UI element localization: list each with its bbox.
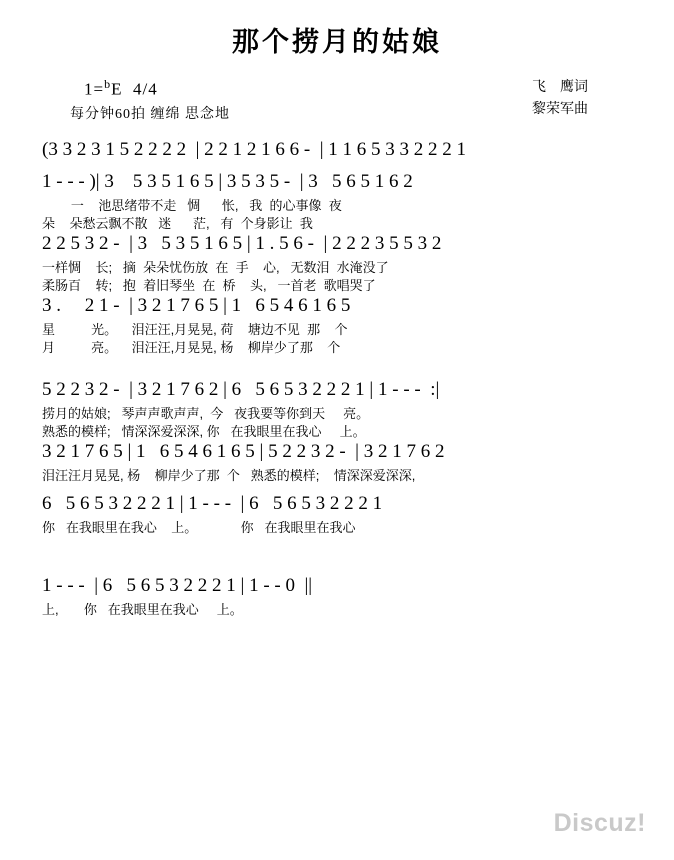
lyric-line-2: 柔肠百 转; 抱 着旧琴坐 在 桥 头, 一首老 歌唱哭了 [42,278,376,293]
staff-row-7 [42,493,632,545]
lyric-line-2: 月 亮。 泪汪汪,月晃晃, 杨 柳岸少了那 个 [42,340,341,355]
note-line: 3 2 1 7 6 5 | 1 6 5 4 6 1 6 5 | 5 2 2 3 2 - | 3 2 1 7 6 2 [42,441,445,462]
lyric-line-1: 星 光。 泪汪汪,月晃晃, 荷 塘边不见 那 个 [42,322,348,337]
note-line: (3 3 2 3 1 5 2 2 2 2 | 2 2 1 2 1 6 6 - | 1 1 6 5 3 3 2 2 2 1 [42,139,467,160]
key-accidental: b [104,77,112,91]
lyric-line-2: 熟悉的模样; 情深深爱深深, 你 在我眼里在我心 上。 [42,424,366,439]
staff-row-3 [42,233,632,295]
page-title: 那个捞月的姑娘 [232,27,442,57]
staff-row-6 [42,441,632,493]
system-2 [42,375,632,545]
system-3 [42,571,632,627]
note-line: 5 2 2 3 2 - | 3 2 1 7 6 2 | 6 5 6 5 3 2 2 2 1 | 1 - - - :| [42,379,440,400]
composer: 黎荣军曲 [532,102,588,117]
credits [532,77,588,121]
key-signature [84,77,158,100]
tempo-marking: 每分钟60拍 缠绵 思念地 [70,107,230,122]
lyric-line-1: 上, 你 在我眼里在我心 上。 [42,602,243,617]
note-line: 2 2 5 3 2 - | 3 5 3 5 1 6 5 | 1 . 5 6 - | 2 2 2 3 5 5 3 2 [42,233,442,254]
lyric-line-1: 一 池思绪带不走 惆 怅, 我 的心事像 夜 [42,198,342,213]
note-line: 3 . 2 1 - | 3 2 1 7 6 5 | 1 6 5 4 6 1 6 5 [42,295,351,316]
staff-row-4 [42,295,632,357]
lyric-line-1: 泪汪汪月晃晃, 杨 柳岸少了那 个 熟悉的模样; 情深深爱深深, [42,468,416,483]
note-line: 1 - - - )| 3 5 3 5 1 6 5 | 3 5 3 5 - | 3 5 6 5 1 6 2 [42,171,413,192]
lyric-line-1: 捞月的姑娘; 琴声声歌声声, 今 夜我要等你到天 亮。 [42,406,370,421]
lyric-line-2: 朵 朵愁云飘不散 迷 茫, 有 个身影让 我 [42,216,313,231]
lyric-line-1: 你 在我眼里在我心 上。 你 在我眼里在我心 [42,520,356,535]
staff-row-2 [42,171,632,233]
note-line: 6 5 6 5 3 2 2 2 1 | 1 - - - | 6 5 6 5 3 2 2 2 1 [42,493,383,514]
score-header [0,77,674,135]
watermark: Discuz! [553,809,646,837]
staff-row-1 [42,139,632,171]
key-label: 1= [84,79,105,99]
score-sheet [0,20,674,860]
staff-row-5 [42,379,632,441]
meter: 4/4 [132,79,158,99]
staff-row-8 [42,575,632,627]
note-line: 1 - - - | 6 5 6 5 3 2 2 2 1 | 1 - - 0 || [42,575,313,596]
lyricist: 飞 鹰词 [532,80,588,95]
key-note: E [111,79,123,99]
lyric-line-1: 一样惆 长; 摘 朵朵忧伤放 在 手 心, 无数泪 水淹没了 [42,260,389,275]
system-1 [42,135,632,357]
